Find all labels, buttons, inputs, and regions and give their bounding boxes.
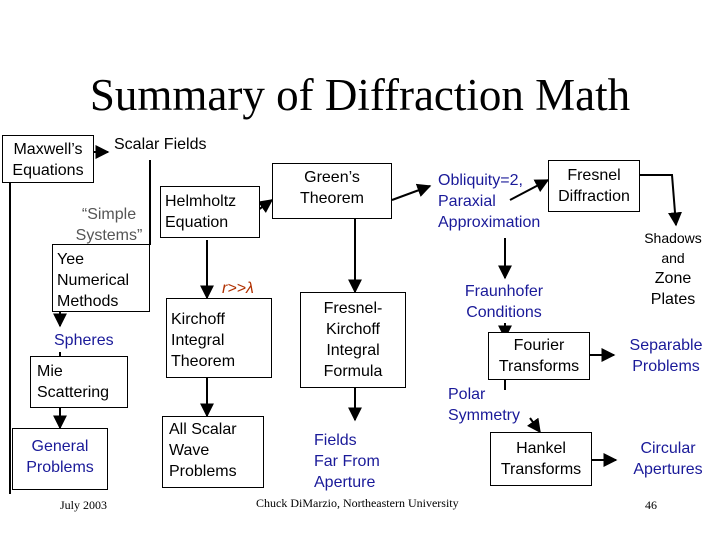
footer-author: Chuck DiMarzio, Northeastern University: [256, 496, 459, 510]
maxwell-equations-label: Maxwell’s Equations: [12, 141, 84, 179]
maxwell-equations-box: [2, 135, 94, 183]
all-scalar-wave-problems-box: All Scalar Wave Problems: [162, 416, 264, 488]
slide-title: Summary of Diffraction Math: [89, 70, 631, 120]
obliquity-paraxial-label: Obliquity=2, Paraxial Approximation: [438, 172, 541, 231]
simple-systems-label: “Simple Systems”: [75, 206, 143, 244]
spheres-label: Spheres: [54, 332, 114, 349]
general-problems-box: General Problems: [12, 428, 108, 490]
kirchoff-integral-theorem-box: Kirchoff Integral Theorem: [166, 298, 272, 378]
arrow-greens-to-obliquity: [392, 186, 430, 200]
polar-symmetry-label: Polar Symmetry: [448, 386, 520, 424]
yee-numerical-methods-box: Yee Numerical Methods: [52, 244, 150, 312]
fields-far-from-aperture-label: Fields Far From Aperture: [314, 432, 380, 491]
helmholtz-equation-box: Helmholtz Equation: [160, 186, 260, 238]
scalar-fields-label: Scalar Fields: [114, 136, 207, 153]
arrow-polar-to-hankel: [530, 418, 540, 432]
footer-date: July 2003: [60, 498, 108, 512]
fourier-transforms-box: Fourier Transforms: [488, 332, 590, 380]
shadows-and-label: Shadows and: [644, 230, 702, 266]
arrow-helmholtz-to-greens: [258, 200, 272, 210]
zone-plates-label: Zone Plates: [650, 270, 696, 308]
fresnel-kirchoff-formula-box: Fresnel- Kirchoff Integral Formula: [300, 292, 406, 388]
page-number: 46: [645, 498, 657, 512]
separable-problems-label: Separable Problems: [629, 337, 703, 375]
greens-theorem-box: Green’s Theorem: [272, 163, 392, 219]
fraunhofer-conditions-label: Fraunhofer Conditions: [464, 283, 544, 321]
arrow-fresnel-to-shadows: [640, 175, 676, 225]
fresnel-diffraction-box: Fresnel Diffraction: [548, 160, 640, 212]
far-field-condition-label: r>>λ: [222, 280, 254, 297]
circular-apertures-label: Circular Apertures: [633, 440, 703, 478]
hankel-transforms-box: Hankel Transforms: [490, 432, 592, 486]
mie-scattering-box: Mie Scattering: [30, 356, 128, 408]
